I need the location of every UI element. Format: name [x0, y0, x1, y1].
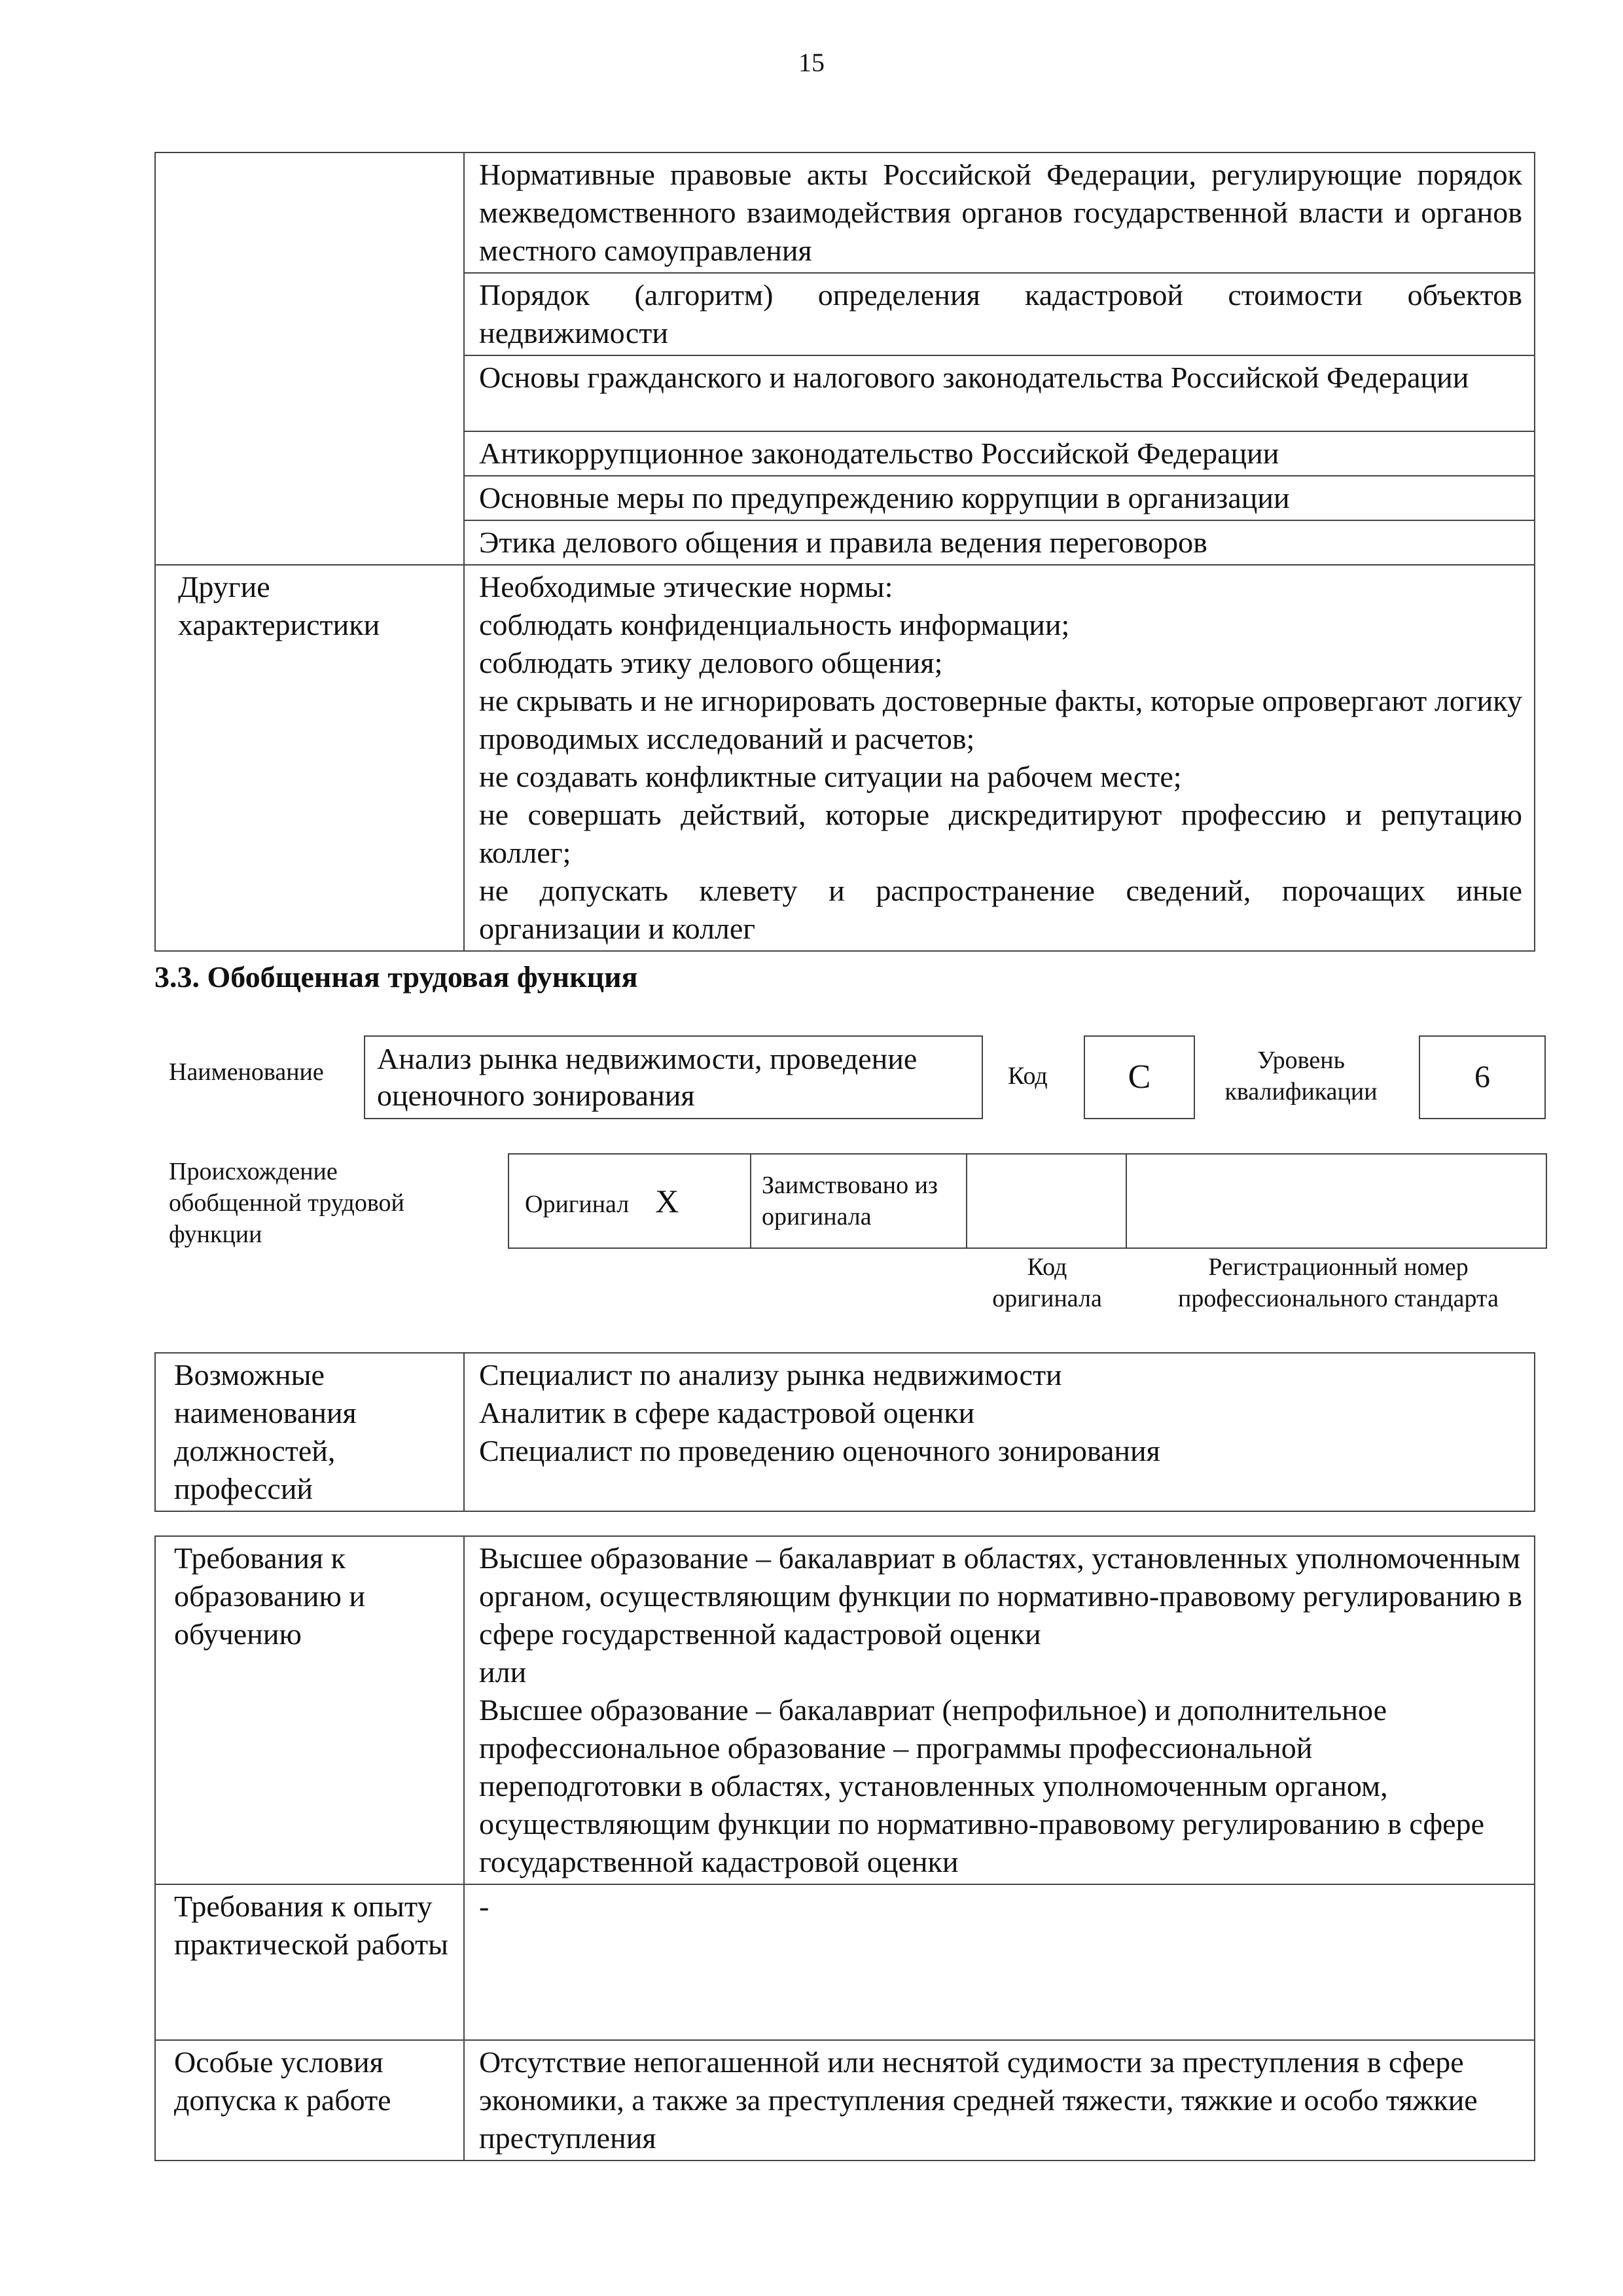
origin-table	[508, 1153, 1547, 1249]
positions-list	[464, 1353, 1535, 1511]
position-item: Аналитик в сфере кадастровой оценки	[479, 1396, 975, 1429]
education-content: Высшее образование – бакалавриат в областях, установленных уполномоченным органом, осуществляющим функции по нормативно-правовому регулированию в сфере государственной кадастровой оценки или Высшее образование – бакалавриат (непрофильное) и дополнительное профессиональное образование – программы профессиональной переподготовки в областях, установленных уполномоченным органом, осуществляющим функции по нормативно-правовому регулированию в сфере государственной кадастровой оценки	[464, 1536, 1535, 1884]
knowledge-row: Этика делового общения и правила ведения переговоров	[464, 520, 1535, 565]
original-cell	[508, 1154, 751, 1248]
code-value: C	[1128, 1058, 1151, 1096]
level-value-box	[1419, 1035, 1546, 1119]
knowledge-row: Антикоррупционное законодательство Российской Федерации	[464, 431, 1535, 476]
knowledge-row: Нормативные правовые акты Российской Федерации, регулирующие порядок межведомственного взаимодействия органов государственной власти и органов местного самоуправления	[464, 152, 1535, 273]
section-title: 3.3. Обобщенная трудовая функция	[154, 960, 638, 994]
knowledge-row: Основы гражданского и налогового законодательства Российской Федерации	[464, 355, 1535, 431]
borrowed-label: Заимствовано из оригинала	[762, 1172, 938, 1230]
name-value: Анализ рынка недвижимости, проведение оценочного зонирования	[377, 1042, 918, 1112]
level-label: Уровень квалификации	[1224, 1047, 1378, 1105]
borrowed-cell	[751, 1154, 967, 1248]
original-mark: X	[655, 1183, 679, 1219]
origin-label: Происхождение обобщенной трудовой функции	[169, 1158, 404, 1248]
name-value-box	[364, 1035, 983, 1119]
knowledge-row: Порядок (алгоритм) определения кадастровой стоимости объектов недвижимости	[464, 273, 1535, 355]
knowledge-table	[154, 152, 1535, 952]
other-characteristics-label: Другие характеристики	[155, 565, 464, 951]
code-value-box	[1084, 1035, 1195, 1119]
code-label: Код	[1008, 1062, 1048, 1090]
empty-label-cell	[155, 152, 464, 565]
education-label: Требования к образованию и обучению	[155, 1536, 464, 1884]
admission-label: Особые условия допуска к работе	[155, 2040, 464, 2161]
other-characteristics-content: Необходимые этические нормы: соблюдать конфиденциальность информации; соблюдать этику делового общения; не скрывать и не игнорировать достоверные факты, которые опровергают логику проводимых исследований и расчетов; не создавать конфликтные ситуации на рабочем месте; не совершать действий, которые дискредитируют профессию и репутацию коллег; не допускать клевету и распространение сведений, порочащих иные организации и коллег	[464, 565, 1535, 951]
reg-number-caption: Регистрационный номер профессионального стандарта	[1178, 1253, 1499, 1312]
experience-label: Требования к опыту практической работы	[155, 1884, 464, 2040]
admission-content: Отсутствие непогашенной или неснятой судимости за преступления в сфере экономики, а также за преступления средней тяжести, тяжкие и особо тяжкие преступления	[464, 2040, 1535, 2161]
knowledge-row: Основные меры по предупреждению коррупции в организации	[464, 476, 1535, 520]
reg-number-cell	[1126, 1154, 1546, 1248]
requirements-table	[154, 1535, 1535, 2161]
original-label: Оригинал	[525, 1191, 630, 1218]
position-item: Специалист по проведению оценочного зонирования	[479, 1434, 1160, 1467]
experience-content: -	[464, 1884, 1535, 2040]
level-value: 6	[1474, 1060, 1490, 1094]
positions-table	[154, 1352, 1535, 1512]
code-original-cell	[967, 1154, 1126, 1248]
name-label: Наименование	[169, 1058, 324, 1086]
code-original-caption: Код оригинала	[992, 1253, 1102, 1312]
page-number: 15	[798, 48, 825, 77]
position-item: Специалист по анализу рынка недвижимости	[479, 1358, 1062, 1391]
positions-label: Возможные наименования должностей, профессий	[155, 1353, 464, 1511]
